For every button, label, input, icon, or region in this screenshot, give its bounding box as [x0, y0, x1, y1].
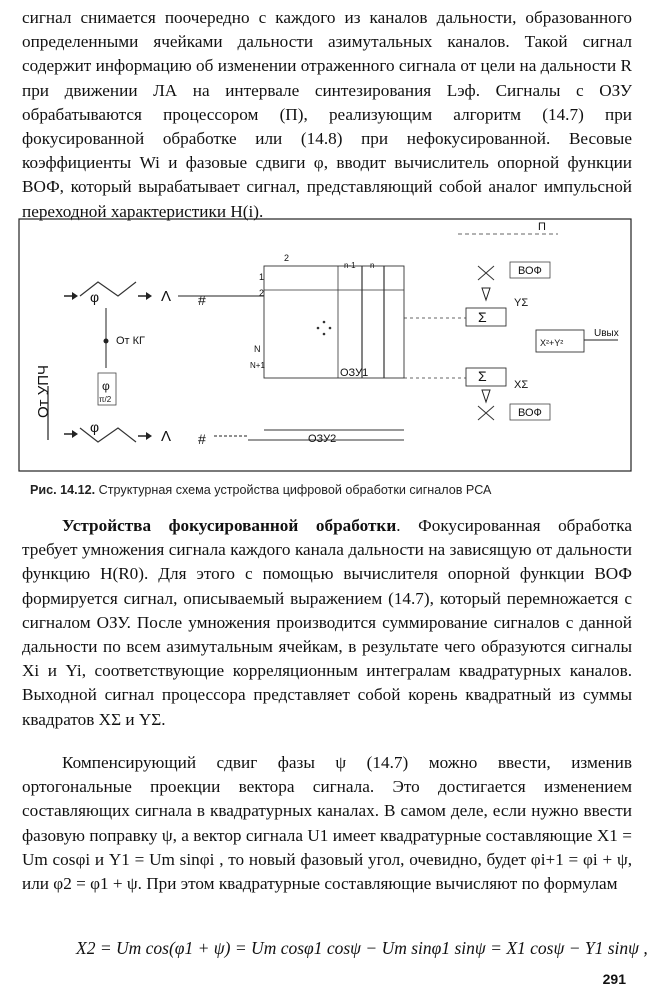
lambda-top-label: Λ — [161, 288, 172, 305]
ozu2-label: ОЗУ2 — [308, 433, 337, 445]
phi-bottom-label: φ — [90, 419, 100, 435]
paragraph-2-body: . Фокусированная обработка требует умножения сигнала каждого канала дальности на зависящую от дальности функцию H(R0). Для этого с помощью вычислителя опорной функции ВОФ формируется сигнал, описываемый выражением (14.7), который перемножается с сигналом ОЗУ. После умножения производится суммирование сигналов с данной дальности по всем азимутальным ячейкам, в результате чего образуются сигналы Xi и Yi, соответствующие корреляционным интегралам квадратурных каналов. Выходной сигнал процессора представляет собой корень квадратный из суммы квадратов XΣ и YΣ. — [22, 516, 632, 729]
mixer-top — [64, 282, 264, 308]
block-diagram-figure — [18, 218, 632, 472]
page-number: 291 — [602, 971, 626, 987]
pi2-label: π/2 — [99, 395, 112, 404]
row1-label: 1 — [259, 272, 265, 282]
paragraph-1: сигнал снимается поочередно с каждого из каналов дальности, образованного определенными ячейками дальности азимутальных каналов. Такой сигнал содержит информацию об изменении отраженного сигнала от цели на дальности R при движении ЛА на интервале синтезирования Lэф. Сигналы с ОЗУ обрабатываются процессором (П), реализующим алгоритм (14.7) при фокусированной обработке или (14.8) при нефокусированной. Весовые коэффициенты Wi и фазовые сдвиги φ, вводит вычислитель опорной функции ВОФ, который вырабатывает сигнал, представляющий собой аналог импульсной переходной характеристики H(i). — [22, 8, 632, 221]
phi-shift-label: φ — [102, 379, 110, 393]
hash-bottom-label: # — [198, 431, 206, 447]
col2-label: 2 — [284, 253, 290, 263]
xsum-label: XΣ — [514, 379, 529, 391]
row-n1-label: N+1 — [250, 361, 265, 370]
block-diagram-svg — [18, 218, 632, 472]
processor-block — [404, 221, 619, 420]
paragraph-3: Компенсирующий сдвиг фазы ψ (14.7) можно ввести, изменив ортогональные проекции вектора сигнала. Это достигается изменением составляющих сигнала в квадратурных каналах. В самом деле, если нужно ввести фазовую поправку ψ, а вектор сигнала U1 имеет квадратурные составляющие X1 = Um cosφi и Y1 = Um sinφi , то новый фазовый угол, очевидно, будет φi+1 = φi + ψ, или φ2 = φ1 + ψ. При этом квадратурные составляющие вычисляют по формулам — [22, 753, 632, 894]
mixer-bottom — [64, 419, 248, 447]
vof-bottom-label: ВОФ — [518, 407, 542, 419]
paragraph-2 — [22, 514, 632, 732]
col-nm1-label: n-1 — [344, 261, 356, 270]
lambda-bottom-label: Λ — [161, 428, 172, 445]
phi-top-label: φ — [90, 289, 100, 305]
section-heading: Устройства фокусированной обработки — [62, 516, 397, 535]
caption-label: Рис. 14.12. — [30, 483, 96, 497]
formula: X2 = Um cos(φ1 + ψ) = Um cosφ1 cosψ − Um sinφ1 sinψ = X1 cosψ − Y1 sinψ , — [76, 938, 648, 958]
caption-text: Структурная схема устройства цифровой обработки сигналов РСА — [95, 483, 492, 497]
ref-label: От КГ — [116, 335, 146, 347]
hash-top-label: # — [198, 292, 206, 308]
ysum-label: YΣ — [514, 297, 529, 309]
reference-branch — [98, 308, 145, 405]
sum-top-label: Σ — [478, 309, 487, 325]
figure-caption — [30, 483, 491, 497]
col-n-label: n — [370, 261, 375, 270]
out-label: Uвых — [594, 328, 619, 339]
vof-top-label: ВОФ — [518, 265, 542, 277]
input-label: От УПЧ — [35, 364, 52, 418]
proc-label: П — [538, 221, 546, 233]
sqrt-label: X²+Y² — [540, 338, 564, 348]
row-n-label: N — [254, 344, 261, 354]
sum-bottom-label: Σ — [478, 368, 487, 384]
ozu2-block — [248, 430, 404, 445]
ozu1-label: ОЗУ1 — [340, 367, 369, 379]
row2-label: 2 — [259, 288, 265, 298]
ozu1-block — [250, 253, 404, 379]
